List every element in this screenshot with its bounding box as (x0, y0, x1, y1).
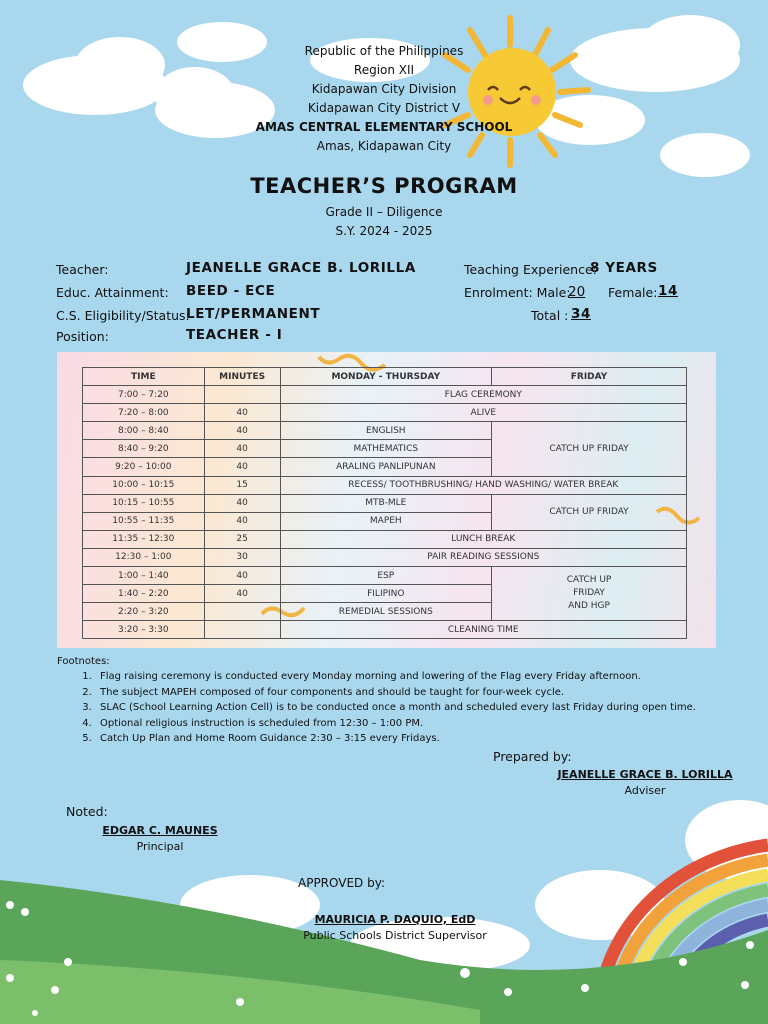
total-value: 34 (571, 306, 591, 322)
activity-cell: ALIVE (280, 404, 686, 422)
school-address: Amas, Kidapawan City (316, 139, 452, 153)
footnote-item: 2. The subject MAPEH composed of four components and should be taught for four-week cycle. (95, 685, 696, 700)
minutes-cell: 40 (204, 512, 280, 530)
minutes-cell: 40 (204, 567, 280, 585)
footnotes-list (57, 669, 696, 746)
time-cell: 1:40 – 2:20 (83, 585, 205, 603)
total-label: Total : (531, 308, 569, 323)
table-row (83, 476, 687, 494)
time-cell: 10:55 – 11:35 (83, 512, 205, 530)
approved-name: MAURICIA P. DAQUIO, EdD (314, 913, 476, 926)
table-row (83, 530, 687, 548)
female-label: Female: (608, 285, 658, 300)
header-block (0, 42, 768, 156)
friday-cell: CATCH UP FRIDAY (492, 494, 687, 530)
experience-value: 8 YEARS (590, 260, 658, 276)
table-row (83, 548, 687, 566)
school-name: AMAS CENTRAL ELEMENTARY SCHOOL (255, 120, 513, 134)
minutes-cell: 40 (204, 404, 280, 422)
table-row (83, 494, 687, 512)
time-cell: 10:00 – 10:15 (83, 476, 205, 494)
minutes-cell (204, 386, 280, 404)
school-year: S.Y. 2024 - 2025 (335, 224, 433, 238)
header-line-3: Kidapawan City Division (311, 82, 457, 96)
time-cell: 10:15 – 10:55 (83, 494, 205, 512)
minutes-cell (204, 603, 280, 621)
noted-signature (90, 824, 230, 853)
col-mon-thu: MONDAY - THURSDAY (280, 368, 491, 386)
teacher-label: Teacher: (56, 262, 109, 277)
prepared-label: Prepared by: (493, 749, 572, 764)
table-row (83, 621, 687, 639)
teacher-value: JEANELLE GRACE B. LORILLA (186, 260, 416, 276)
col-time: TIME (83, 368, 205, 386)
minutes-cell: 40 (204, 422, 280, 440)
time-cell: 11:35 – 12:30 (83, 530, 205, 548)
subject-cell: ARALING PANLIPUNAN (280, 458, 491, 476)
prepared-role: Adviser (624, 784, 666, 797)
table-row (83, 404, 687, 422)
table-header-row (83, 368, 687, 386)
friday-hgp-text: CATCH UP FRIDAY AND HGP (566, 575, 612, 612)
female-value: 14 (658, 283, 678, 299)
header-line-4: Kidapawan City District V (307, 101, 461, 115)
experience-label: Teaching Experience: (464, 262, 597, 277)
col-minutes: MINUTES (204, 368, 280, 386)
friday-cell: CATCH UP FRIDAY (492, 422, 687, 476)
minutes-cell: 40 (204, 585, 280, 603)
grade-section: Grade II – Diligence (325, 205, 443, 219)
minutes-cell: 40 (204, 494, 280, 512)
table-row (83, 386, 687, 404)
subject-cell: MTB-MLE (280, 494, 491, 512)
minutes-cell (204, 621, 280, 639)
minutes-cell: 40 (204, 458, 280, 476)
educ-label: Educ. Attainment: (56, 285, 169, 300)
header-line-2: Region XII (353, 63, 415, 77)
cs-label: C.S. Eligibility/Status: (56, 308, 190, 323)
time-cell: 9:20 – 10:00 (83, 458, 205, 476)
activity-cell: PAIR READING SESSIONS (280, 548, 686, 566)
time-cell: 8:40 – 9:20 (83, 440, 205, 458)
male-value: 20 (568, 284, 586, 300)
subject-cell: MATHEMATICS (280, 440, 491, 458)
footnote-item: 5. Catch Up Plan and Home Room Guidance 2:30 – 3:15 every Fridays. (95, 731, 696, 746)
subject-cell: REMEDIAL SESSIONS (280, 603, 491, 621)
activity-cell: FLAG CEREMONY (280, 386, 686, 404)
table-row (83, 422, 687, 440)
subject-cell: ENGLISH (280, 422, 491, 440)
minutes-cell: 30 (204, 548, 280, 566)
position-label: Position: (56, 329, 109, 344)
educ-value: BEED - ECE (186, 283, 276, 299)
time-cell: 12:30 – 1:00 (83, 548, 205, 566)
subject-cell: FILIPINO (280, 585, 491, 603)
schedule-table (82, 367, 687, 639)
col-friday: FRIDAY (492, 368, 687, 386)
minutes-cell: 15 (204, 476, 280, 494)
time-cell: 1:00 – 1:40 (83, 567, 205, 585)
enrolment-male-label: Enrolment: Male: (464, 285, 571, 300)
time-cell: 3:20 – 3:30 (83, 621, 205, 639)
prepared-signature (540, 768, 750, 797)
time-cell: 8:00 – 8:40 (83, 422, 205, 440)
friday-cell (492, 567, 687, 621)
activity-cell: LUNCH BREAK (280, 530, 686, 548)
header-line-1: Republic of the Philippines (304, 44, 464, 58)
page-title: TEACHER’S PROGRAM (250, 174, 518, 198)
activity-cell: CLEANING TIME (280, 621, 686, 639)
position-value: TEACHER - I (186, 327, 283, 343)
footnote-item: 3. SLAC (School Learning Action Cell) is to be conducted once a month and scheduled every last Friday during open time. (95, 700, 696, 715)
cs-value: LET/PERMANENT (186, 306, 321, 322)
footnotes (57, 654, 696, 746)
footnote-item: 1. Flag raising ceremony is conducted every Monday morning and lowering of the Flag every Friday afternoon. (95, 669, 696, 684)
approved-label: APPROVED by: (298, 876, 385, 890)
time-cell: 2:20 – 3:20 (83, 603, 205, 621)
table-row (83, 567, 687, 585)
schedule-panel (57, 352, 716, 648)
time-cell: 7:00 – 7:20 (83, 386, 205, 404)
noted-label: Noted: (66, 804, 108, 819)
time-cell: 7:20 – 8:00 (83, 404, 205, 422)
minutes-cell: 25 (204, 530, 280, 548)
prepared-name: JEANELLE GRACE B. LORILLA (557, 768, 733, 781)
subject-cell: ESP (280, 567, 491, 585)
approved-signature (285, 913, 505, 942)
approved-role: Public Schools District Supervisor (303, 929, 487, 942)
footnotes-label: Footnotes: (57, 656, 110, 667)
noted-role: Principal (136, 840, 184, 853)
activity-cell: RECESS/ TOOTHBRUSHING/ HAND WASHING/ WATER BREAK (280, 476, 686, 494)
footnote-item: 4. Optional religious instruction is scheduled from 12:30 – 1:00 PM. (95, 716, 696, 731)
subject-cell: MAPEH (280, 512, 491, 530)
noted-name: EDGAR C. MAUNES (102, 824, 218, 837)
minutes-cell: 40 (204, 440, 280, 458)
